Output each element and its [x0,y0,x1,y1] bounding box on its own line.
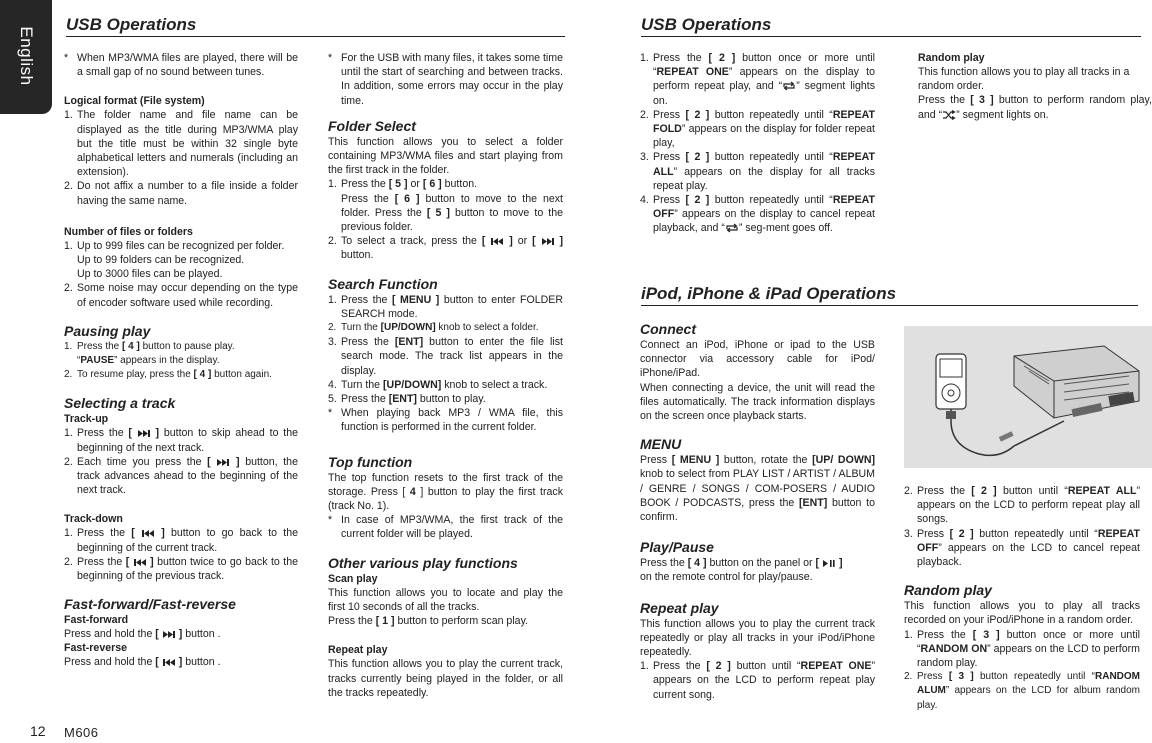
fast-forward-reverse-heading: Fast-forward/Fast-reverse [64,596,236,613]
logical-format-heading: Logical format (File system) [64,95,205,108]
repeat-play-text: This function allows you to play the current track repeatedly or play all tracks in your iPod/iPhone repeatedly. [640,617,875,659]
other-functions-heading: Other various play functions [328,554,518,571]
note: * When MP3/WMA files are played, there will be a small gap of no sound between tunes. [64,52,298,79]
play-pause-heading: Play/Pause [640,539,714,556]
list-item: 1. Press the [ 2 ] button once or more until “REPEAT ONE” appears on the display to perform repeat play, and “ ” segment lights on. [640,52,876,107]
track-down-list [64,526,298,583]
list-item: 2. Press [ 2 ] button repeatedly until “REPEAT FOLD” appears on the display for folder repeat play, [640,108,875,150]
list-item: 3. Press [ 2 ] button repeatedly until “REPEAT OFF” appears on the LCD to cancel repeat playback. [904,527,1140,569]
top-function-text: The top function resets to the first track of the storage. Press [ 4 ] button to play the first track (track No. 1). [328,471,563,513]
play-pause-text: Press the [ 4 ] button on the panel or [ ] on the remote control for play/pause. [640,557,843,584]
ipod-repeat-list-continued [904,484,1140,569]
page-number: 12 [30,723,46,739]
previous-track-icon [141,529,155,538]
menu-text: Press [ MENU ] button, rotate the [UP/ DOWN] knob to select from PLAY LIST / ARTIST / ALBUM / GENRE / SONGS / COM-POSERS / AUDIO BOOK / PODCASTS, press the [ENT] button to confirm. [640,454,875,524]
column-4 [918,51,1152,122]
repeat-play-heading: Repeat play [640,599,719,616]
column-4-ipod [904,484,1140,713]
random-play-text: This function allows you to play all tracks in a random order. [918,66,1130,93]
number-of-files-heading: Number of files or folders [64,225,193,238]
column-3 [640,51,875,236]
language-tab [0,0,52,114]
scan-play-text: This function allows you to locate and play the first 10 seconds of all the tracks. [328,586,563,613]
pausing-play-heading: Pausing play [64,322,151,339]
list-item: 2. Do not affix a number to a file inside a folder having the same name. [64,180,298,207]
note: * When playing back MP3 / WMA file, this function is performed in the current folder. [328,407,563,434]
list-item: 1. Press the [ 3 ] button once or more until “RANDOM ON” appears on the LCD to perform random play. [904,628,1140,670]
random-play-press: Press the [ 3 ] button to perform random play, and “ ” segment lights on. [918,94,1152,121]
note: * In case of MP3/WMA, the first track of the current folder will be played. [328,514,563,541]
ipod-random-list [904,628,1140,713]
language-tab-label: English [17,26,37,86]
selecting-track-heading: Selecting a track [64,395,176,412]
list-item: 5. Press the [ENT] button to play. [328,393,486,406]
pausing-play-list [64,340,298,383]
scan-play-press: Press the [ 1 ] button to perform scan play. [328,615,529,628]
list-item: 2. Press the [ 2 ] button until “REPEAT ALL” appears on the LCD to perform repeat play all songs. [904,485,1140,526]
list-item: 2. To resume play, press the [ 4 ] button again. [64,369,272,381]
list-item: 1. Press the [ 4 ] button to pause play. “PAUSE” appears in the display. [64,340,235,367]
next-track-icon [216,458,230,467]
left-section-title: USB Operations [66,15,565,37]
folder-select-heading: Folder Select [328,117,416,134]
list-item: 1. The folder name and file name can be displayed as the title during MP3/WMA play but the title must be within 32 single byte alphabetical letters and numerals (including an extension). [64,109,298,179]
list-item: 1. Press the [ ] button to skip ahead to the beginning of the next track. [64,427,298,454]
next-track-icon [162,630,176,639]
connect-text-1: Connect an iPod, iPhone or ipad to the USB connector via accessory cable for iPod/ iPhone/iPad. [640,339,875,380]
fast-reverse-heading: Fast-reverse [64,642,128,655]
column-1 [64,51,298,670]
track-up-list [64,426,298,497]
top-function-heading: Top function [328,453,413,470]
column-2 [328,51,563,700]
menu-heading: MENU [640,436,682,453]
ipod-connection-diagram [904,326,1152,468]
track-down-heading: Track-down [64,513,123,526]
list-item: 2. Turn the [UP/DOWN] knob to select a folder. [328,322,539,334]
ipod-repeat-list [640,659,875,702]
track-up-heading: Track-up [64,413,109,426]
scan-play-heading: Scan play [328,572,378,585]
repeat-play-heading: Repeat play [328,644,388,657]
list-item: 2. Press [ 3 ] button repeatedly until “RANDOM ALUM” appears on the LCD for album random play. [904,671,1141,711]
list-item: 4. Turn the [UP/DOWN] knob to select a track. [328,378,548,391]
list-item: 1. Press the [ 2 ] button until “REPEAT ONE” appears on the LCD to perform repeat play current song. [640,660,875,701]
random-play-heading: Random play [918,52,985,64]
ipod-random-play-text: This function allows you to play all tracks recorded on your iPod/iPhone in a random order. [904,600,1140,627]
folder-select-intro: This function allows you to select a folder containing MP3/WMA files and start playing from the first track in the folder. [328,135,563,177]
list-item: 3. Press the [ENT] button to enter the file list search mode. The track list appears in the display. [328,336,564,377]
ipod-connection-illustration [904,326,1152,468]
list-item: 1. Press the [ ] button to go back to the beginning of the current track. [64,527,298,554]
ipod-section-title: iPod, iPhone & iPad Operations [641,284,1138,306]
list-item: 3. Press [ 2 ] button repeatedly until “REPEAT ALL” appears on the display for all tracks repeat play. [640,151,875,192]
list-item: 1. Press the [ MENU ] button to enter FOLDER SEARCH mode. [328,293,563,320]
list-item: 4. Press [ 2 ] button repeatedly until “REPEAT OFF” appears on the display to cancel repeat playback, and “ ” seg-ment goes off. [640,194,875,235]
list-item: 1. Press the [ 5 ] or [ 6 ] button. Press the [ 6 ] button to move to the next folder. Press the [ 5 ] button to move to the previous folder. [328,178,563,234]
next-track-icon [541,237,555,246]
search-function-heading: Search Function [328,275,438,292]
fast-reverse-text: Press and hold the [ ] button . [64,656,221,669]
repeat-icon [782,81,796,91]
previous-track-icon [490,237,504,246]
fast-forward-heading: Fast-forward [64,614,129,627]
connect-text-2: When connecting a device, the unit will read the files automatically. The track information displays on the screen once playback starts. [640,381,875,423]
usb-repeat-list [640,51,875,236]
list-item: 2. Some noise may occur depending on the type of encoder software used while recording. [64,282,298,309]
folder-select-list [328,177,563,262]
logical-format-list [64,108,298,207]
previous-track-icon [162,658,176,667]
note: * For the USB with many files, it takes some time until the start of searching and between tracks. In addition, some errors may occur in the play time. [328,52,563,107]
column-3-ipod [640,320,875,702]
next-track-icon [137,429,151,438]
search-function-list [328,293,563,407]
repeat-play-text: This function allows you to play the current track, tracks currently being played in the folder, or all the tracks repeatedly. [328,658,563,699]
ipod-random-play-heading: Random play [904,582,992,599]
right-section-title: USB Operations [641,15,1141,37]
shuffle-icon [942,110,956,120]
model-number: M606 [64,725,99,740]
repeat-icon [725,223,739,233]
play-pause-icon [822,559,836,568]
list-item: 1. Up to 999 files can be recognized per folder. Up to 99 folders can be recognized. Up to 3000 files can be played. [64,239,285,281]
fast-forward-text: Press and hold the [ ] button . [64,628,221,641]
previous-track-icon [133,558,147,567]
number-of-files-list [64,239,298,310]
connect-heading: Connect [640,321,696,337]
list-item: 2. Each time you press the [ ] button, the track advances ahead to the beginning of the next track. [64,455,298,497]
list-item: 2. Press the [ ] button twice to go back to the beginning of the previous track. [64,555,298,583]
list-item: 2. To select a track, press the [ ] or [ ] button. [328,235,563,262]
